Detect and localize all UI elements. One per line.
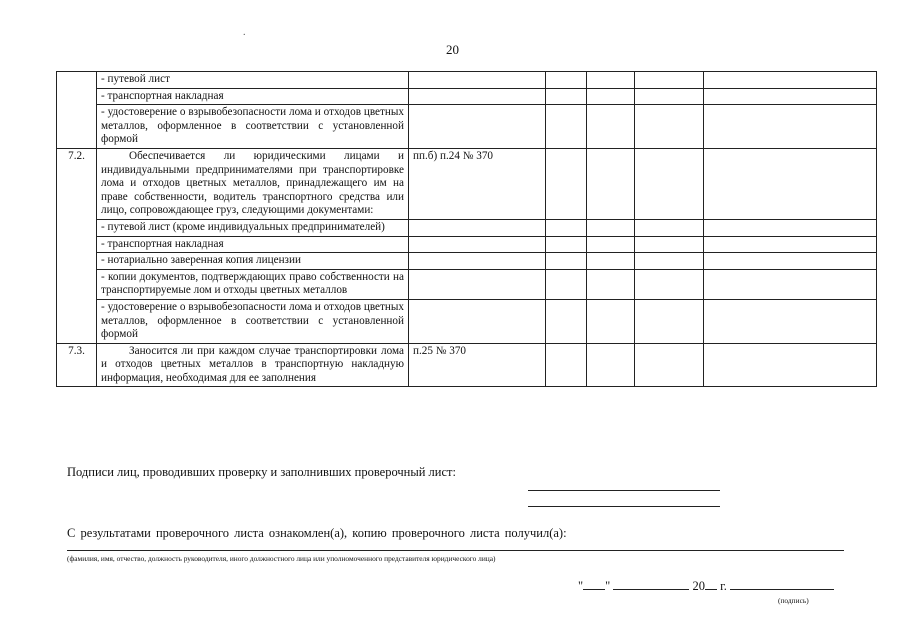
answer-na-cell[interactable] bbox=[635, 105, 704, 149]
date-quote-close: " bbox=[605, 579, 611, 593]
requirement-cell: - удостоверение о взрывобезопасности лома и отходов цветных металлов, оформленное в соответствии с установленной формой bbox=[97, 299, 409, 343]
answer-no-cell[interactable] bbox=[587, 88, 635, 105]
legal-reference-cell bbox=[409, 72, 546, 89]
signature-caption: (подпись) bbox=[778, 596, 809, 605]
page-number: 20 bbox=[446, 42, 459, 57]
answer-no-cell[interactable] bbox=[587, 299, 635, 343]
answer-no-cell[interactable] bbox=[587, 148, 635, 219]
note-cell[interactable] bbox=[704, 269, 877, 299]
note-cell[interactable] bbox=[704, 219, 877, 236]
answer-na-cell[interactable] bbox=[635, 253, 704, 270]
note-cell[interactable] bbox=[704, 72, 877, 89]
answer-no-cell[interactable] bbox=[587, 105, 635, 149]
answer-na-cell[interactable] bbox=[635, 343, 704, 387]
recipient-name-line[interactable] bbox=[67, 550, 844, 551]
table-row bbox=[57, 236, 877, 253]
note-cell[interactable] bbox=[704, 105, 877, 149]
note-cell[interactable] bbox=[704, 88, 877, 105]
legal-reference-cell bbox=[409, 299, 546, 343]
row-number-cell: 7.3. bbox=[57, 343, 97, 387]
requirement-cell: - путевой лист bbox=[97, 72, 409, 89]
requirement-cell: - удостоверение о взрывобезопасности лома и отходов цветных металлов, оформленное в соответствии с установленной формой bbox=[97, 105, 409, 149]
requirement-cell: - транспортная накладная bbox=[97, 88, 409, 105]
recipient-name-caption: (фамилия, имя, отчество, должность руководителя, иного должностного лица или уполномоченного представителя юридического лица) bbox=[67, 554, 496, 563]
inspector-signature-line-2[interactable] bbox=[528, 506, 720, 507]
answer-no-cell[interactable] bbox=[587, 72, 635, 89]
recipient-signature-blank[interactable] bbox=[730, 578, 834, 590]
row-number-cell: 7.2. bbox=[57, 148, 97, 343]
answer-yes-cell[interactable] bbox=[546, 105, 587, 149]
acknowledgement-text: С результатами проверочного листа ознакомлен(а), копию проверочного листа получил(а): bbox=[67, 526, 567, 540]
note-cell[interactable] bbox=[704, 299, 877, 343]
requirement-cell: - транспортная накладная bbox=[97, 236, 409, 253]
scan-dot-mark: . bbox=[243, 27, 246, 38]
answer-yes-cell[interactable] bbox=[546, 343, 587, 387]
table-row bbox=[57, 88, 877, 105]
requirement-text: Обеспечивается ли юридическими лицами и индивидуальными предпринимателями при транспортировке лома и отходов цветных металлов, принадлежащего им на праве собственности, водитель транспортного средства или лицо, сопровождающее груз, следующими документами: bbox=[101, 149, 404, 217]
table-row bbox=[57, 253, 877, 270]
legal-reference-cell bbox=[409, 219, 546, 236]
answer-no-cell[interactable] bbox=[587, 343, 635, 387]
checklist-table bbox=[56, 71, 877, 387]
requirement-text: Заносится ли при каждом случае транспортировки лома и отходов цветных металлов в транспортную накладную информация, необходимая для ее заполнения bbox=[101, 344, 404, 384]
requirement-cell: - копии документов, подтверждающих право собственности на транспортируемые лом и отходы цветных металлов bbox=[97, 269, 409, 299]
table-row bbox=[57, 343, 877, 387]
table-row bbox=[57, 299, 877, 343]
answer-na-cell[interactable] bbox=[635, 219, 704, 236]
answer-na-cell[interactable] bbox=[635, 88, 704, 105]
requirement-cell: - путевой лист (кроме индивидуальных предпринимателей) bbox=[97, 219, 409, 236]
answer-na-cell[interactable] bbox=[635, 72, 704, 89]
date-year-prefix: 20 bbox=[692, 579, 705, 593]
requirement-cell bbox=[97, 343, 409, 387]
answer-na-cell[interactable] bbox=[635, 148, 704, 219]
answer-no-cell[interactable] bbox=[587, 219, 635, 236]
legal-reference-cell bbox=[409, 269, 546, 299]
note-cell[interactable] bbox=[704, 343, 877, 387]
requirement-cell bbox=[97, 148, 409, 219]
legal-reference-cell bbox=[409, 253, 546, 270]
legal-reference-cell: п.25 № 370 bbox=[409, 343, 546, 387]
answer-na-cell[interactable] bbox=[635, 269, 704, 299]
answer-na-cell[interactable] bbox=[635, 236, 704, 253]
answer-yes-cell[interactable] bbox=[546, 219, 587, 236]
answer-yes-cell[interactable] bbox=[546, 88, 587, 105]
answer-na-cell[interactable] bbox=[635, 299, 704, 343]
answer-no-cell[interactable] bbox=[587, 236, 635, 253]
date-month-blank[interactable] bbox=[613, 578, 689, 590]
legal-reference-cell bbox=[409, 88, 546, 105]
table-row bbox=[57, 219, 877, 236]
inspector-signature-line-1[interactable] bbox=[528, 490, 720, 491]
note-cell[interactable] bbox=[704, 236, 877, 253]
answer-yes-cell[interactable] bbox=[546, 148, 587, 219]
answer-no-cell[interactable] bbox=[587, 253, 635, 270]
answer-yes-cell[interactable] bbox=[546, 299, 587, 343]
note-cell[interactable] bbox=[704, 253, 877, 270]
legal-reference-cell bbox=[409, 105, 546, 149]
requirement-cell: - нотариально заверенная копия лицензии bbox=[97, 253, 409, 270]
answer-yes-cell[interactable] bbox=[546, 72, 587, 89]
legal-reference-cell: пп.б) п.24 № 370 bbox=[409, 148, 546, 219]
date-year-suffix: г. bbox=[720, 579, 727, 593]
table-row bbox=[57, 105, 877, 149]
answer-yes-cell[interactable] bbox=[546, 253, 587, 270]
table-row bbox=[57, 269, 877, 299]
legal-reference-cell bbox=[409, 236, 546, 253]
answer-yes-cell[interactable] bbox=[546, 236, 587, 253]
date-year-blank[interactable] bbox=[705, 578, 717, 590]
table-row bbox=[57, 72, 877, 89]
date-quote-open: " bbox=[578, 579, 584, 593]
answer-no-cell[interactable] bbox=[587, 269, 635, 299]
note-cell[interactable] bbox=[704, 148, 877, 219]
date-day-blank[interactable] bbox=[583, 578, 605, 590]
signers-label: Подписи лиц, проводивших проверку и заполнивших проверочный лист: bbox=[67, 465, 456, 479]
table-row bbox=[57, 148, 877, 219]
date-row bbox=[578, 578, 834, 594]
answer-yes-cell[interactable] bbox=[546, 269, 587, 299]
row-number-cell bbox=[57, 72, 97, 149]
